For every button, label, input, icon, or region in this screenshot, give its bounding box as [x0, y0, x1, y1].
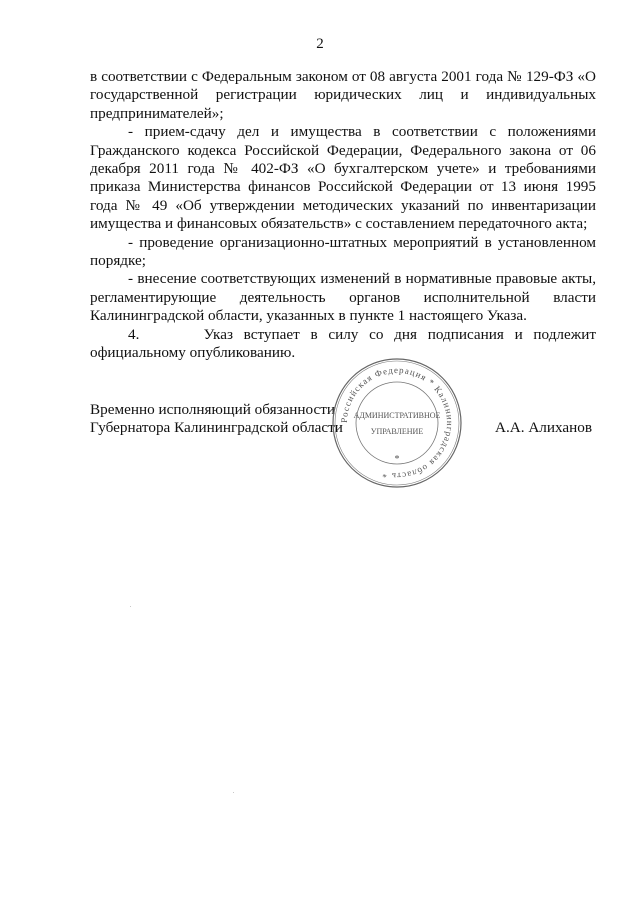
paragraph-legal-acts-changes: - внесение соответствующих изменений в нормативные правовые акты, регламентирующие деятельность органов исполнительной власти Калининградской области, указанных в пункте 1 настоящего Указа.: [90, 270, 596, 325]
paragraph-law-reference: в соответствии с Федеральным законом от 08 августа 2001 года № 129-ФЗ «О государственной регистрации юридических лиц и индивидуальных предпринимателей»;: [90, 68, 596, 122]
paragraph-staffing-measures: - проведение организационно-штатных мероприятий в установленном порядке;: [90, 233, 596, 270]
seal-ring-text: Российская Федерация * Калининградская область *: [338, 364, 456, 482]
signatory-title-line: Временно исполняющий обязанности: [90, 401, 336, 418]
page-number: 2: [316, 36, 324, 52]
document-body: [90, 68, 596, 363]
seal-center-line: УПРАВЛЕНИЕ: [370, 427, 424, 436]
scan-speck: [130, 606, 131, 607]
signatory-name: А.А. Алиханов: [495, 419, 593, 436]
scan-speck: [233, 792, 234, 793]
paragraph-entry-into-force: 4. Указ вступает в силу со дня подписания и подлежит официальному опубликованию.: [90, 325, 596, 362]
signatory-title-line: Губернатора Калининградской области: [90, 419, 343, 437]
seal-star-mark: *: [394, 454, 400, 465]
signatory-title: [90, 401, 343, 438]
paragraph-transfer-of-affairs: - прием-сдачу дел и имущества в соответствии с положениями Гражданского кодекса Российской Федерации, Федерального закона от 06 декабря 2011 года № 402-ФЗ «О бухгалтерском учете» и требованиями приказа Министерства финансов Российской Федерации от 13 июня 1995 года № 49 «Об утверждении методических указаний по инвентаризации имущества и финансовых обязательств» с составлением передаточного акта;: [90, 123, 596, 233]
official-seal: [330, 356, 464, 490]
seal-center-line: АДМИНИСТРАТИВНОЕ: [353, 411, 441, 420]
